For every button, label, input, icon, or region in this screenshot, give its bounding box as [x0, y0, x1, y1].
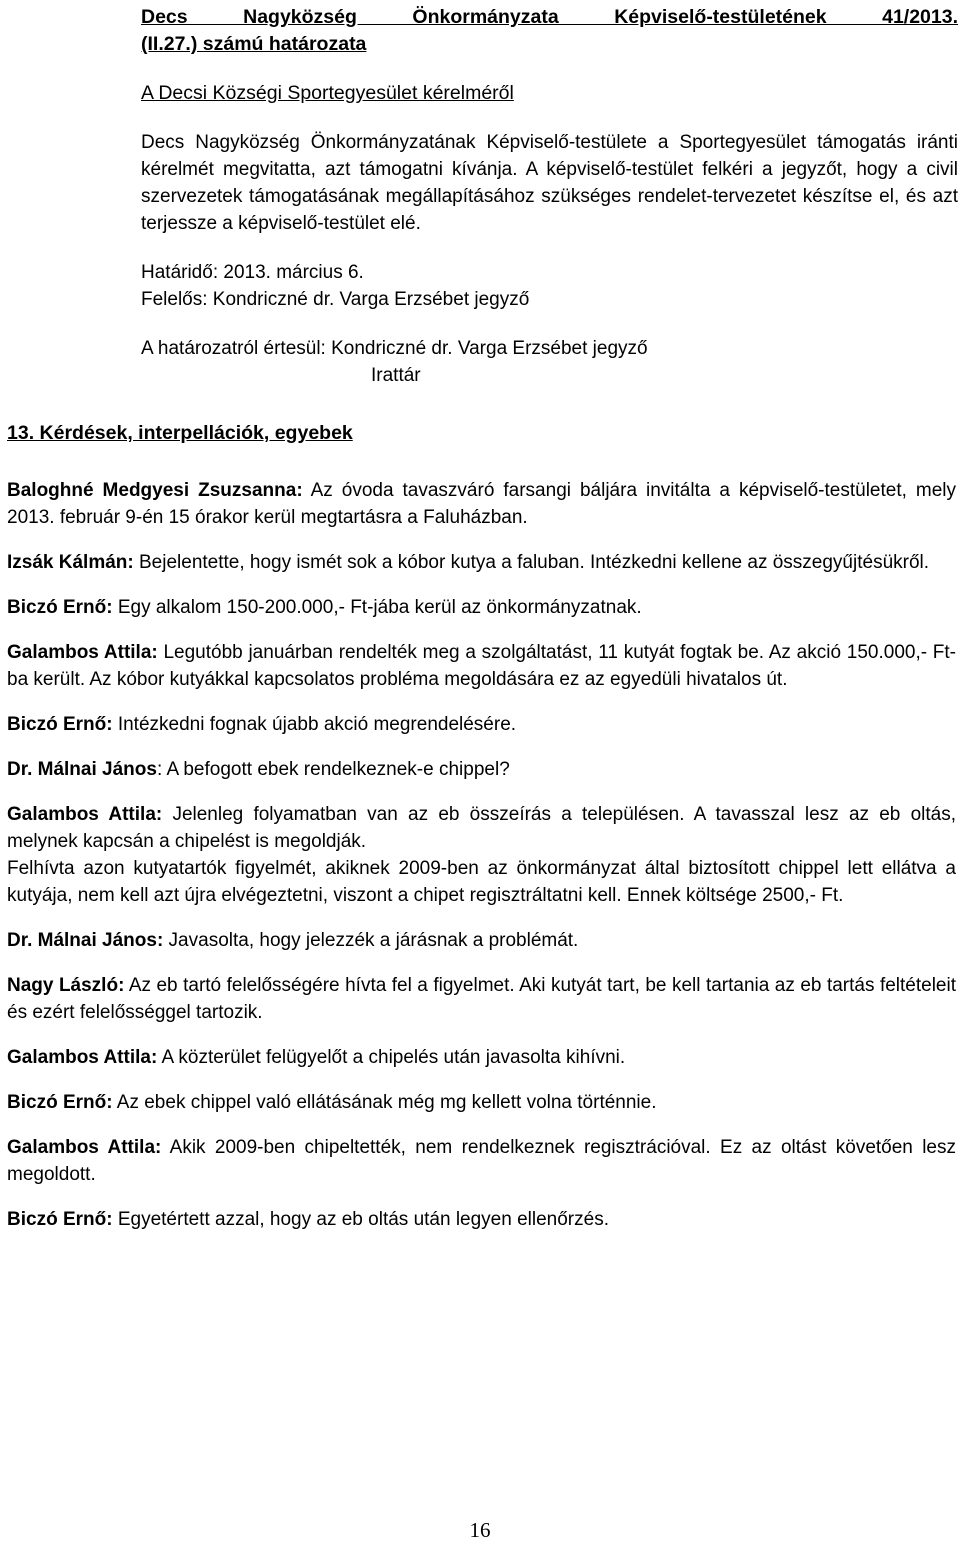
resolution-title-line2: (II.27.) számú határozata: [141, 33, 367, 55]
list-item: [7, 549, 956, 576]
speaker-name: Baloghné Medgyesi Zsuzsanna:: [7, 480, 303, 501]
resolution-body: Decs Nagyközség Önkormányzatának Képviselő-testülete a Sportegyesület támogatás iránti kérelmét megvitatta, azt támogatni kívánja. A képviselő-testület felkéri a jegyzőt, hogy a civil szervezetek támogatásának megállapításához szükséges rendelet-tervezetet készítse el, és azt terjessze a képviselő-testület elé.: [141, 132, 958, 234]
list-item: [7, 477, 956, 531]
list-item: [7, 639, 956, 693]
list-item: [7, 756, 956, 783]
speaker-name: Galambos Attila:: [7, 642, 158, 663]
resolution-responsible: Felelős: Kondriczné dr. Varga Erzsébet jegyző: [141, 289, 530, 310]
paragraph-text: A közterület felügyelőt a chipelés után javasolta kihívni.: [157, 1047, 626, 1068]
paragraph-text: Legutóbb januárban rendelték meg a szolgáltatást, 11 kutyát fogtak be. Az akció 150.000,- Ft-ba került. Az kóbor kutyákkal kapcsolatos probléma megoldására ez az egyedüli hivatalos út.: [7, 642, 957, 690]
list-item: [7, 1134, 956, 1188]
resolution-notified: A határozatról értesül: Kondriczné dr. Varga Erzsébet jegyző: [141, 338, 648, 359]
paragraph-text: Az eb tartó felelősségére hívta fel a figyelmet. Aki kutyát tart, be kell tartania az eb tartás feltételeit és ezért felelősséggel tartozik.: [7, 975, 956, 1023]
list-item: [7, 801, 956, 855]
section-heading: 13. Kérdések, interpellációk, egyebek: [7, 422, 353, 444]
document-page: [7, 4, 956, 1233]
list-item: [7, 711, 956, 738]
paragraph-text: Az ebek chippel való ellátásának még mg kellett volna történnie.: [112, 1092, 657, 1113]
paragraph-text: Bejelentette, hogy ismét sok a kóbor kutya a faluban. Intézkedni kellene az összegyűjtésükről.: [133, 552, 930, 573]
resolution-notified-archive: Irattár: [371, 365, 421, 386]
speaker-name: Galambos Attila:: [7, 804, 163, 825]
paragraph-text: Egy alkalom 150-200.000,- Ft-jába kerül az önkormányzatnak.: [112, 597, 642, 618]
speaker-name: Nagy László:: [7, 975, 125, 996]
list-item: [7, 1089, 956, 1116]
speaker-name: Izsák Kálmán:: [7, 552, 134, 573]
paragraph-text: Intézkedni fognak újabb akció megrendelésére.: [112, 714, 517, 735]
paragraph-text: Javasolta, hogy jelezzék a járásnak a problémát.: [163, 930, 579, 951]
paragraph-text: Az óvoda tavaszváró farsangi báljára invitálta a képviselő-testületet, mely 2013. február 9-én 15 órakor kerül megtartásra a Faluházban.: [7, 480, 956, 528]
paragraph-text: : A befogott ebek rendelkeznek-e chippel?: [156, 759, 510, 780]
list-item: [7, 972, 956, 1026]
speaker-name: Dr. Málnai János: [7, 759, 157, 780]
paragraph-list: [7, 477, 956, 1233]
speaker-name: Biczó Ernő:: [7, 1209, 113, 1230]
list-item: [7, 594, 956, 621]
resolution-deadline: Határidő: 2013. március 6.: [141, 262, 364, 283]
speaker-name: Biczó Ernő:: [7, 714, 113, 735]
list-item: [7, 1044, 956, 1071]
speaker-name: Galambos Attila:: [7, 1137, 162, 1158]
speaker-name: Biczó Ernő:: [7, 1092, 113, 1113]
paragraph-text: Jelenleg folyamatban van az eb összeírás a településen. A tavasszal lesz az eb oltás, melynek kapcsán a chipelést is megoldják.: [7, 804, 957, 852]
speaker-name: Biczó Ernő:: [7, 597, 113, 618]
page-number: 16: [469, 1518, 491, 1542]
speaker-name: Galambos Attila:: [7, 1047, 158, 1068]
resolution-title-line1: Decs Nagyközség Önkormányzata Képviselő-testületének 41/2013.: [141, 6, 958, 28]
resolution-subject: A Decsi Községi Sportegyesület kérelméről: [141, 82, 514, 104]
list-item: [7, 927, 956, 954]
paragraph-continuation: Felhívta azon kutyatartók figyelmét, akiknek 2009-ben az önkormányzat által biztosított chippel lett ellátva a kutyája, nem kell azt újra elvégeztetni, viszont a chipet regisztráltatni kell. Ennek költsége 2500,- Ft.: [7, 858, 956, 906]
paragraph-text: Egyetértett azzal, hogy az eb oltás után legyen ellenőrzés.: [112, 1209, 609, 1230]
list-item: [7, 1206, 956, 1233]
speaker-name: Dr. Málnai János:: [7, 930, 164, 951]
paragraph-text: Akik 2009-ben chipeltették, nem rendelkeznek regisztrációval. Ez az oltást követően lesz megoldott.: [7, 1137, 957, 1185]
